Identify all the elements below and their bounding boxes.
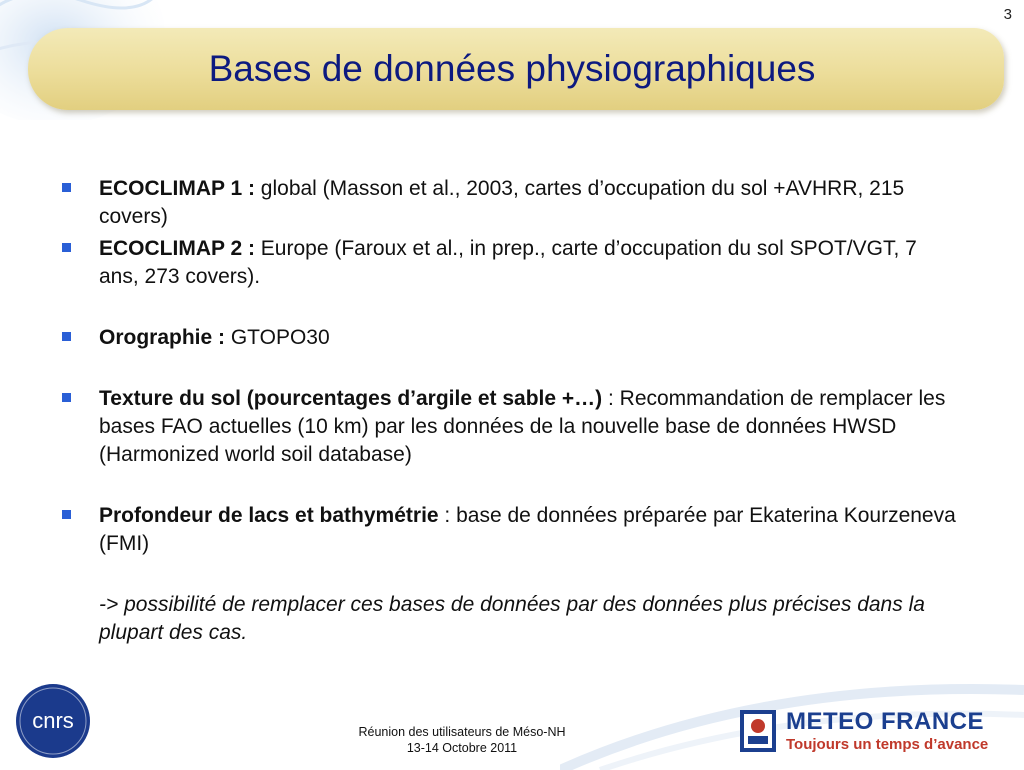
cnrs-logo [14, 682, 92, 760]
square-bullet-icon [62, 243, 71, 252]
footer [312, 724, 612, 756]
bullet-label: ECOCLIMAP 1 : [99, 177, 255, 200]
square-bullet-icon [62, 183, 71, 192]
bullet-text: GTOPO30 [225, 326, 330, 349]
meteo-france-icon [740, 710, 776, 752]
square-bullet-icon [62, 332, 71, 341]
square-bullet-icon [62, 510, 71, 519]
bullet-label: ECOCLIMAP 2 : [99, 237, 255, 260]
bullet-text: Europe (Faroux et al., in prep., carte d’occupation du sol SPOT/VGT, 7 ans, 273 covers). [99, 237, 917, 288]
meteo-france-name: METEO FRANCE [786, 708, 984, 735]
slide-number: 3 [1003, 6, 1012, 23]
bullet-label: Texture du sol (pourcentages d’argile et sable +…) [99, 387, 603, 410]
meteo-france-logo [740, 708, 1000, 758]
cnrs-logo-text: cnrs [32, 708, 74, 733]
footer-event: Réunion des utilisateurs de Méso-NH [358, 725, 566, 739]
bullet-list [62, 175, 962, 647]
bullet-text: : Recommandation de remplacer les bases FAO actuelles (10 km) par les données de la nouvelle base de données HWSD (Harmonized world soil database) [99, 387, 946, 466]
bullet-texture-sol [62, 385, 962, 469]
bullet-orographie [62, 324, 962, 352]
meteo-france-slogan: Toujours un temps d’avance [786, 736, 989, 753]
slide-title: Bases de données physiographiques [208, 48, 816, 89]
bullet-text: : base de données préparée par Ekaterina Kourzeneva (FMI) [99, 504, 956, 555]
bullet-text: global (Masson et al., 2003, cartes d’occupation du sol +AVHRR, 215 covers) [99, 177, 905, 228]
conclusion-note: -> possibilité de remplacer ces bases de données par des données plus précises dans la plupart des cas. [99, 593, 925, 644]
square-bullet-icon [62, 393, 71, 402]
bullet-label: Profondeur de lacs et bathymétrie [99, 504, 439, 527]
bullet-ecoclimap-1 [62, 175, 962, 231]
bullet-ecoclimap-2 [62, 235, 962, 291]
bullet-lacs [62, 502, 962, 558]
bullet-label: Orographie : [99, 326, 226, 349]
footer-date: 13-14 Octobre 2011 [406, 741, 518, 755]
